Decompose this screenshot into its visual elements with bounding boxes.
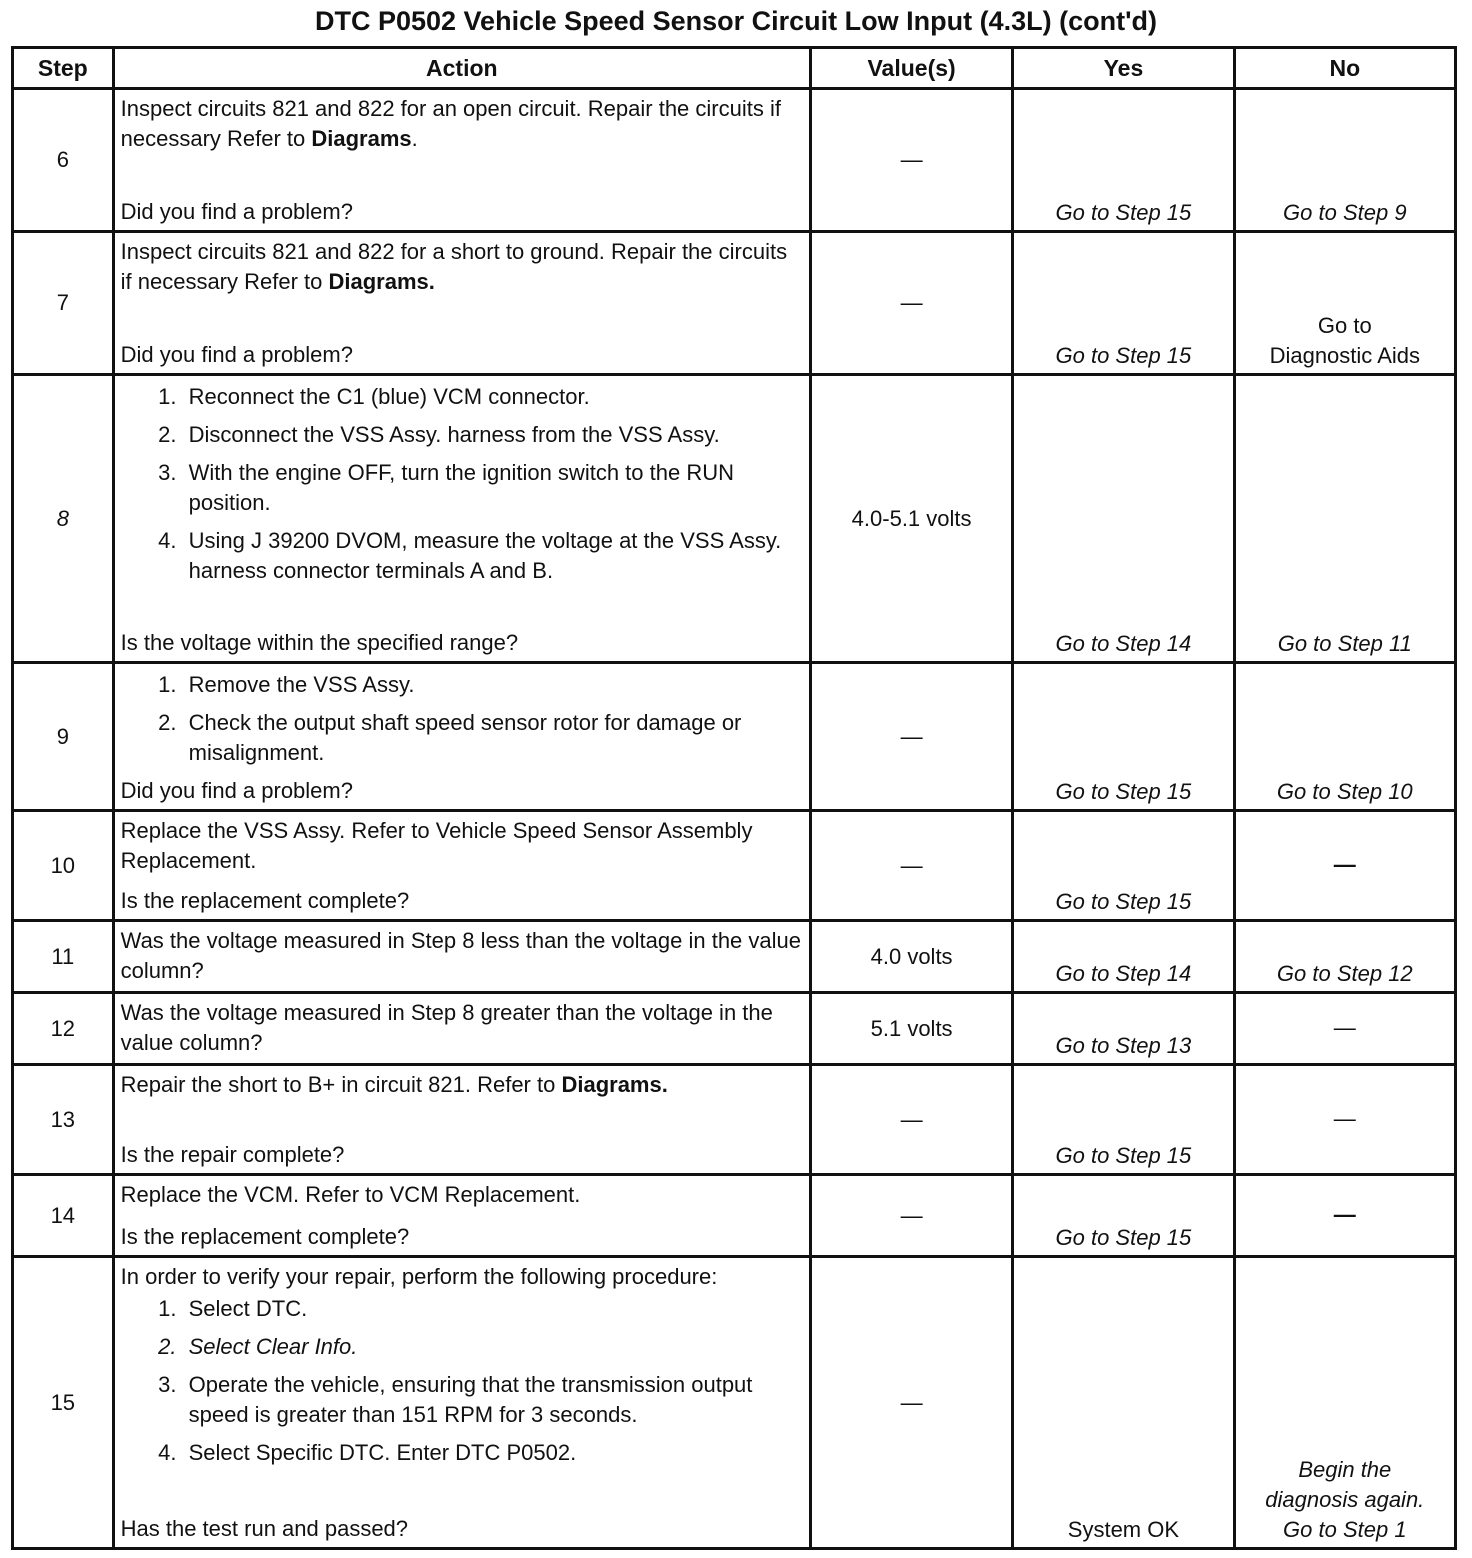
action-cell (113, 1175, 810, 1257)
action-cell (113, 663, 810, 811)
procedure-step: 2. Check the output shaft speed sensor rotor for damage or misalignment. (183, 708, 803, 768)
table-row (13, 921, 1456, 993)
procedure-step: 3. With the engine OFF, turn the ignition switch to the RUN position. (183, 458, 803, 518)
action-cell (113, 993, 810, 1065)
header-action: Action (113, 48, 810, 89)
procedure-step: 1. Select DTC. (183, 1294, 803, 1324)
header-values: Value(s) (810, 48, 1012, 89)
no-cell: Go to Diagnostic Aids (1234, 232, 1455, 375)
action-text: Replace the VCM. Refer to VCM Replacement. (120, 1182, 581, 1207)
diagnostic-table (11, 46, 1457, 1550)
value-cell: — (810, 1065, 1012, 1175)
procedure-step: 4. Select Specific DTC. Enter DTC P0502. (183, 1438, 803, 1468)
no-cell: — (1234, 811, 1455, 921)
no-cell: — (1234, 1065, 1455, 1175)
header-no: No (1234, 48, 1455, 89)
action-text: In order to verify your repair, perform the following procedure: (120, 1264, 718, 1289)
action-question: Is the repair complete? (120, 1142, 345, 1167)
action-text: Inspect circuits 821 and 822 for a short to ground. Repair the circuits if necessary Refer to Diagrams. (120, 239, 788, 294)
yes-cell: Go to Step 14 (1013, 921, 1234, 993)
value-cell: 4.0 volts (810, 921, 1012, 993)
table-row (13, 375, 1456, 663)
action-question: Is the replacement complete? (120, 1224, 410, 1249)
procedure-list (121, 382, 803, 586)
value-cell: 5.1 volts (810, 993, 1012, 1065)
no-cell: — (1234, 1175, 1455, 1257)
action-cell (113, 89, 810, 232)
action-text: Replace the VSS Assy. Refer to Vehicle Speed Sensor Assembly Replacement. (120, 818, 753, 873)
table-row (13, 811, 1456, 921)
table-row (13, 993, 1456, 1065)
action-text: Was the voltage measured in Step 8 greater than the voltage in the value column? (120, 1000, 773, 1055)
yes-cell: Go to Step 15 (1013, 1175, 1234, 1257)
action-question: Is the voltage within the specified range? (120, 630, 519, 655)
step-number: 11 (13, 921, 114, 993)
table-row (13, 1065, 1456, 1175)
header-yes: Yes (1013, 48, 1234, 89)
action-question: Did you find a problem? (120, 778, 353, 803)
procedure-list (121, 1294, 803, 1468)
yes-cell: System OK (1013, 1257, 1234, 1549)
no-cell: Go to Step 12 (1234, 921, 1455, 993)
step-number: 10 (13, 811, 114, 921)
action-question: Did you find a problem? (120, 199, 353, 224)
value-cell: — (810, 1257, 1012, 1549)
step-number: 12 (13, 993, 114, 1065)
step-number: 8 (13, 375, 114, 663)
yes-cell: Go to Step 14 (1013, 375, 1234, 663)
action-question: Did you find a problem? (120, 342, 353, 367)
value-cell: — (810, 232, 1012, 375)
step-number: 7 (13, 232, 114, 375)
table-row (13, 89, 1456, 232)
procedure-step: 1. Reconnect the C1 (blue) VCM connector. (183, 382, 803, 412)
action-cell (113, 1065, 810, 1175)
action-text: Was the voltage measured in Step 8 less than the voltage in the value column? (120, 928, 802, 983)
value-cell: 4.0-5.1 volts (810, 375, 1012, 663)
table-row (13, 1175, 1456, 1257)
step-number: 13 (13, 1065, 114, 1175)
step-number: 9 (13, 663, 114, 811)
step-number: 14 (13, 1175, 114, 1257)
value-cell: — (810, 811, 1012, 921)
no-cell: Go to Step 9 (1234, 89, 1455, 232)
procedure-step: 1. Remove the VSS Assy. (183, 670, 803, 700)
yes-cell: Go to Step 15 (1013, 232, 1234, 375)
no-cell: Begin the diagnosis again. Go to Step 1 (1234, 1257, 1455, 1549)
table-row (13, 663, 1456, 811)
value-cell: — (810, 663, 1012, 811)
value-cell: — (810, 89, 1012, 232)
action-question: Is the replacement complete? (120, 888, 410, 913)
yes-cell: Go to Step 15 (1013, 663, 1234, 811)
action-question: Has the test run and passed? (120, 1516, 409, 1541)
value-cell: — (810, 1175, 1012, 1257)
no-cell: Go to Step 10 (1234, 663, 1455, 811)
no-cell: Go to Step 11 (1234, 375, 1455, 663)
step-number: 15 (13, 1257, 114, 1549)
yes-cell: Go to Step 15 (1013, 1065, 1234, 1175)
page-title: DTC P0502 Vehicle Speed Sensor Circuit Low Input (4.3L) (cont'd) (314, 6, 1158, 36)
action-text: Inspect circuits 821 and 822 for an open circuit. Repair the circuits if necessary Refer to Diagrams. (120, 96, 781, 151)
procedure-step: 3. Operate the vehicle, ensuring that the transmission output speed is greater than 151 RPM for 3 seconds. (183, 1370, 803, 1430)
yes-cell: Go to Step 15 (1013, 811, 1234, 921)
table-row (13, 1257, 1456, 1549)
step-number: 6 (13, 89, 114, 232)
action-cell (113, 1257, 810, 1549)
yes-cell: Go to Step 15 (1013, 89, 1234, 232)
header-step: Step (13, 48, 114, 89)
procedure-step: 4. Using J 39200 DVOM, measure the voltage at the VSS Assy. harness connector terminals A and B. (183, 526, 803, 586)
table-row (13, 232, 1456, 375)
action-cell (113, 232, 810, 375)
action-cell (113, 811, 810, 921)
procedure-step: 2. Select Clear Info. (183, 1332, 803, 1362)
procedure-step: 2. Disconnect the VSS Assy. harness from the VSS Assy. (183, 420, 803, 450)
action-cell (113, 921, 810, 993)
yes-cell: Go to Step 13 (1013, 993, 1234, 1065)
procedure-list (121, 670, 803, 768)
action-cell (113, 375, 810, 663)
table-header-row (13, 48, 1456, 89)
no-cell: — (1234, 993, 1455, 1065)
action-text: Repair the short to B+ in circuit 821. Refer to Diagrams. (120, 1072, 668, 1097)
